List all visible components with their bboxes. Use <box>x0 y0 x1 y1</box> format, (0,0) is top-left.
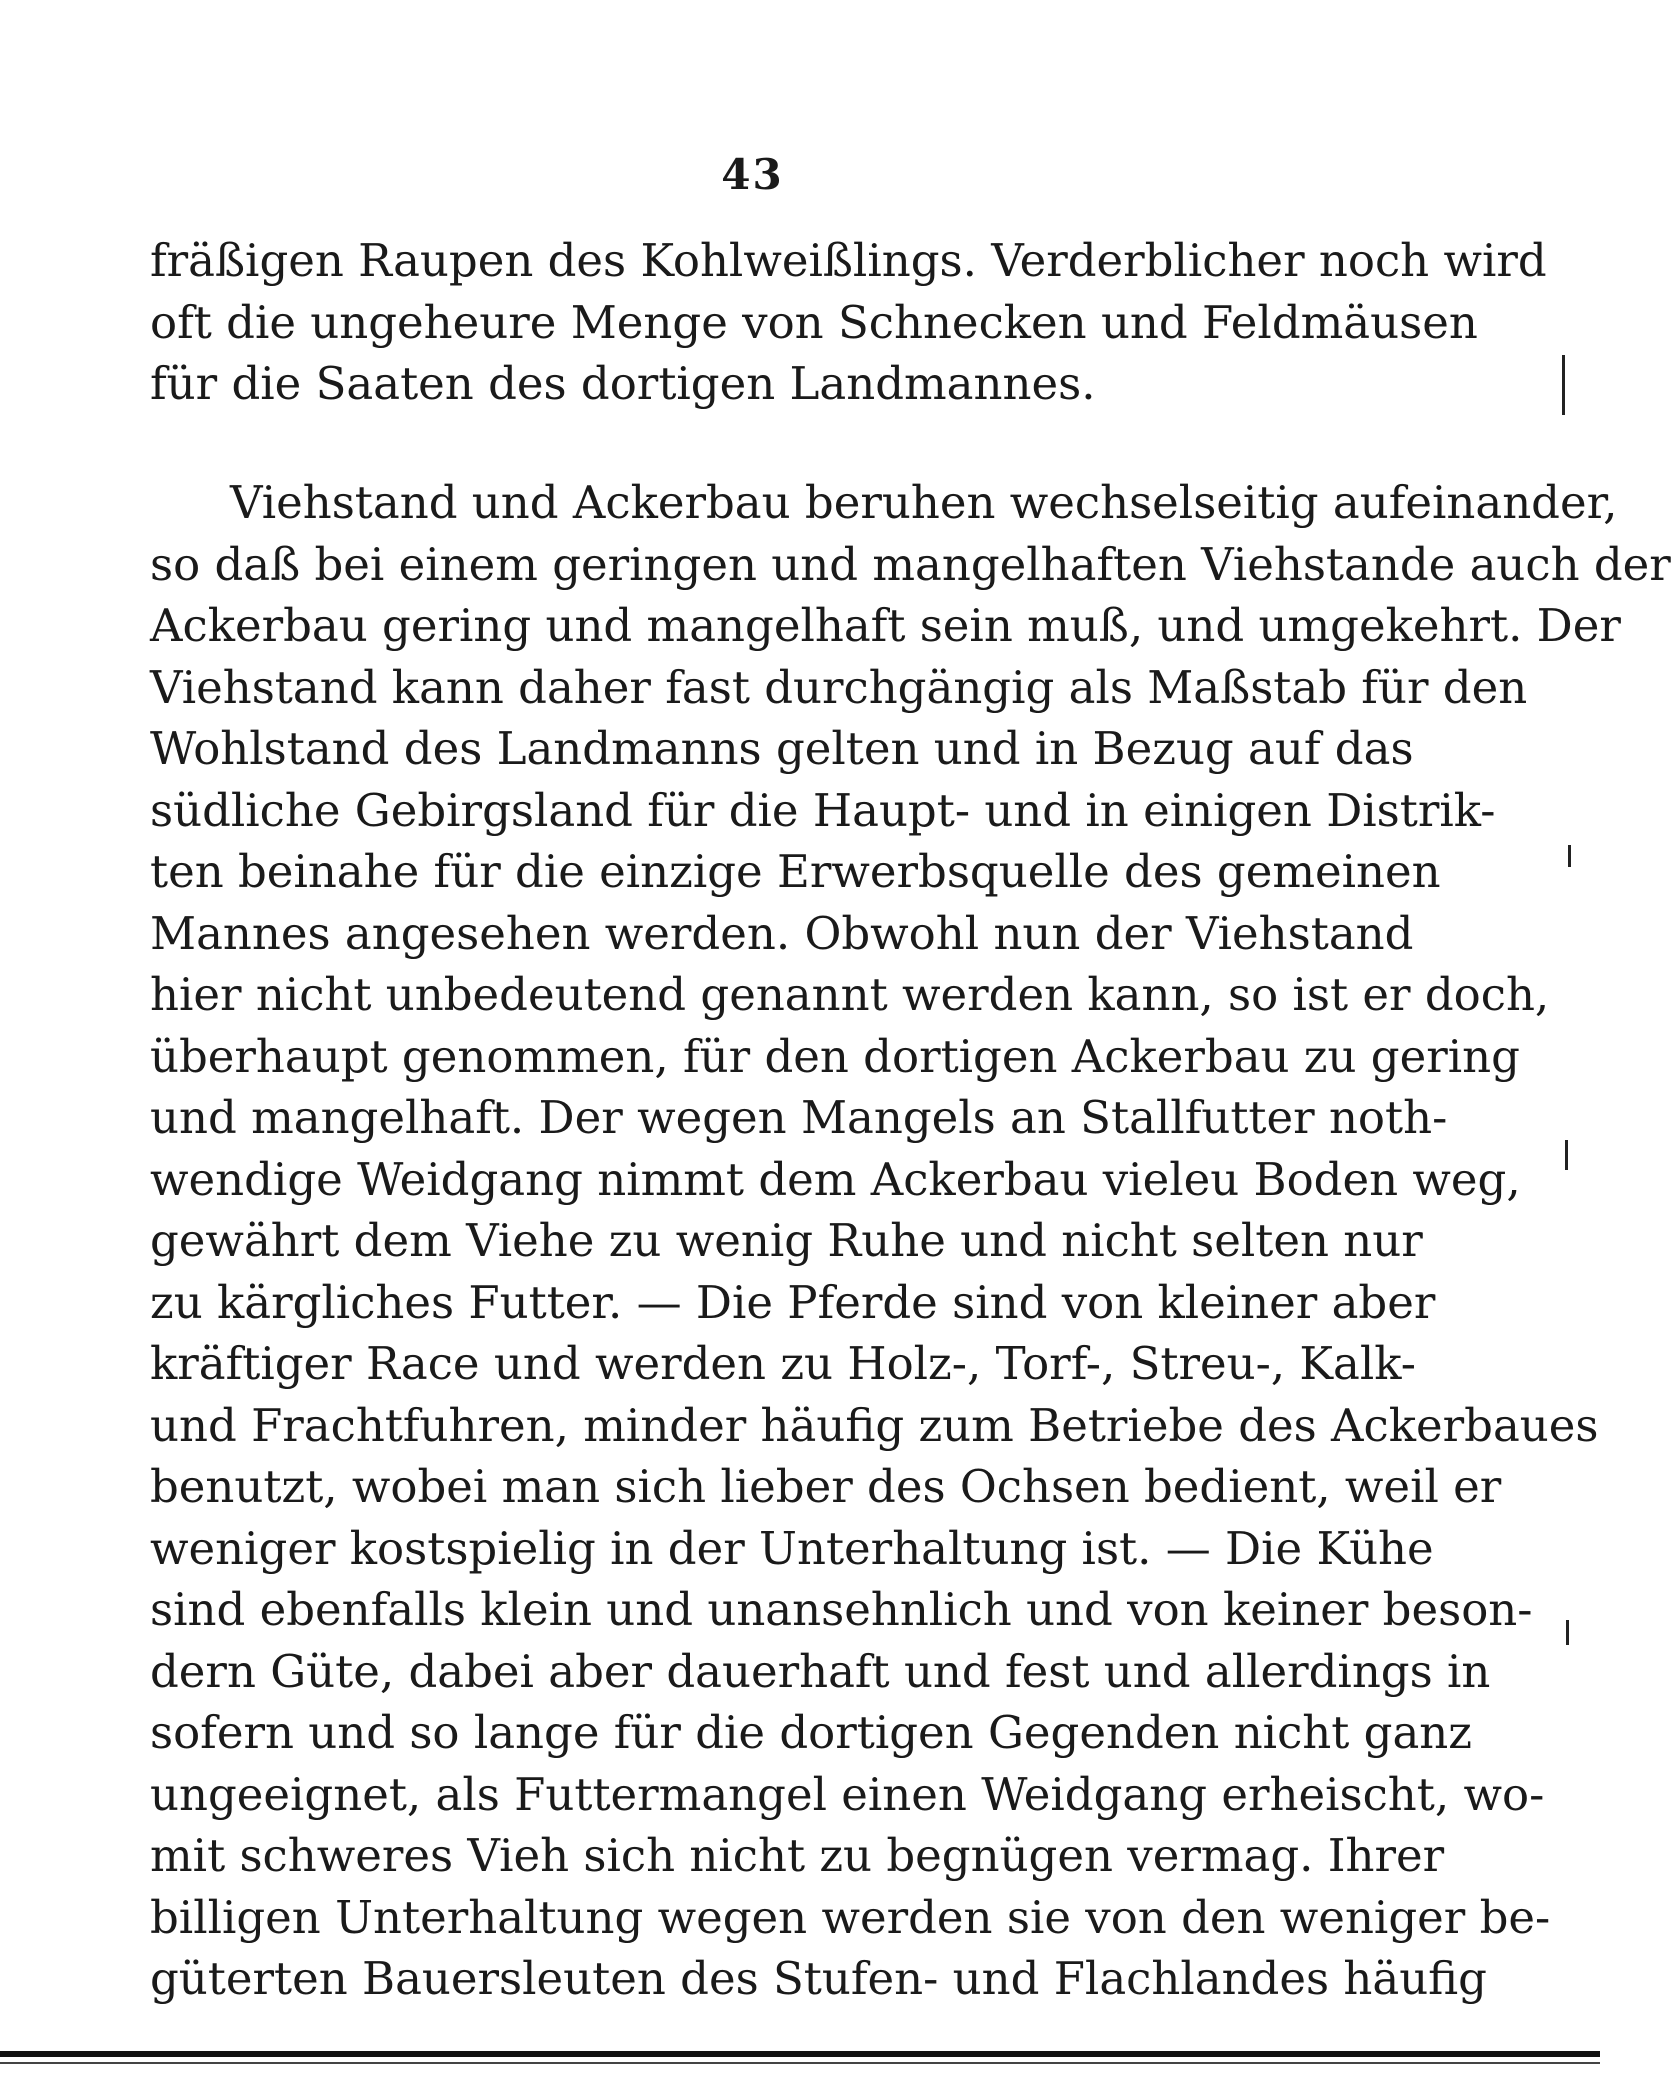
text-line: und Frachtfuhren, minder häufig zum Betriebe des Ackerbaues <box>150 1398 1599 1452</box>
text-line: südliche Gebirgsland für die Haupt- und in einigen Distrik- <box>150 783 1496 837</box>
text-line: Viehstand kann daher fast durchgängig als Maßstab für den <box>150 660 1528 714</box>
text-line: ungeeignet, als Futtermangel einen Weidgang erheischt, wo- <box>150 1767 1545 1821</box>
text-line: überhaupt genommen, für den dortigen Ackerbau zu gering <box>150 1029 1520 1083</box>
text-line: dern Güte, dabei aber dauerhaft und fest und allerdings in <box>150 1644 1491 1698</box>
text-line: wendige Weidgang nimmt dem Ackerbau vieleu Boden weg, <box>150 1152 1521 1206</box>
text-line: hier nicht unbedeutend genannt werden kann, so ist er doch, <box>150 968 1550 1021</box>
text-line: und mangelhaft. Der wegen Mangels an Stallfutter noth- <box>150 1091 1448 1144</box>
text-line: Viehstand und Ackerbau beruhen wechselseitig aufeinander, <box>230 476 1618 529</box>
text-line: mit schweres Vieh sich nicht zu begnügen vermag. Ihrer <box>150 1829 1445 1882</box>
text-line: sind ebenfalls klein und unansehnlich und von keiner beson- <box>150 1583 1533 1636</box>
paragraph-2 <box>150 472 1671 2010</box>
text-line: gewährt dem Viehe zu wenig Ruhe und nicht selten nur <box>150 1214 1423 1267</box>
text-line: benutzt, wobei man sich lieber des Ochsen bedient, weil er <box>150 1460 1502 1513</box>
text-line: güterten Bauersleuten des Stufen- und Flachlandes häufig <box>150 1952 1487 2005</box>
text-line: kräftiger Race und werden zu Holz-, Torf-, Streu-, Kalk- <box>150 1337 1416 1390</box>
text-line: zu kärgliches Futter. — Die Pferde sind von kleiner aber <box>150 1275 1436 1329</box>
text-line: billigen Unterhaltung wegen werden sie von den weniger be- <box>150 1890 1551 1944</box>
paragraph-1 <box>150 230 1547 415</box>
scan-bottom-rule <box>0 2051 1600 2057</box>
page-number: 43 <box>721 150 784 199</box>
scan-bottom-rule-thin <box>0 2062 1600 2064</box>
scan-speck <box>1566 1620 1569 1645</box>
text-line: sofern und so lange für die dortigen Gegenden nicht ganz <box>150 1706 1472 1759</box>
text-line: Mannes angesehen werden. Obwohl nun der Viehstand <box>150 906 1414 960</box>
text-line: weniger kostspielig in der Unterhaltung ist. — Die Kühe <box>150 1521 1434 1575</box>
scan-speck <box>1562 355 1565 415</box>
text-line: für die Saaten des dortigen Landmannes. <box>150 357 1096 410</box>
scan-speck <box>1565 1140 1568 1170</box>
text-line: so daß bei einem geringen und mangelhaften Viehstande auch der <box>150 537 1671 591</box>
scan-speck <box>1568 845 1571 867</box>
text-line: Wohlstand des Landmanns gelten und in Bezug auf das <box>150 722 1414 775</box>
text-line: fräßigen Raupen des Kohlweißlings. Verderblicher noch wird <box>150 234 1547 287</box>
text-line: oft die ungeheure Menge von Schnecken und Feldmäusen <box>150 295 1478 349</box>
text-line: Ackerbau gering und mangelhaft sein muß, und umgekehrt. Der <box>150 599 1621 652</box>
text-line: ten beinahe für die einzige Erwerbsquelle des gemeinen <box>150 845 1441 898</box>
